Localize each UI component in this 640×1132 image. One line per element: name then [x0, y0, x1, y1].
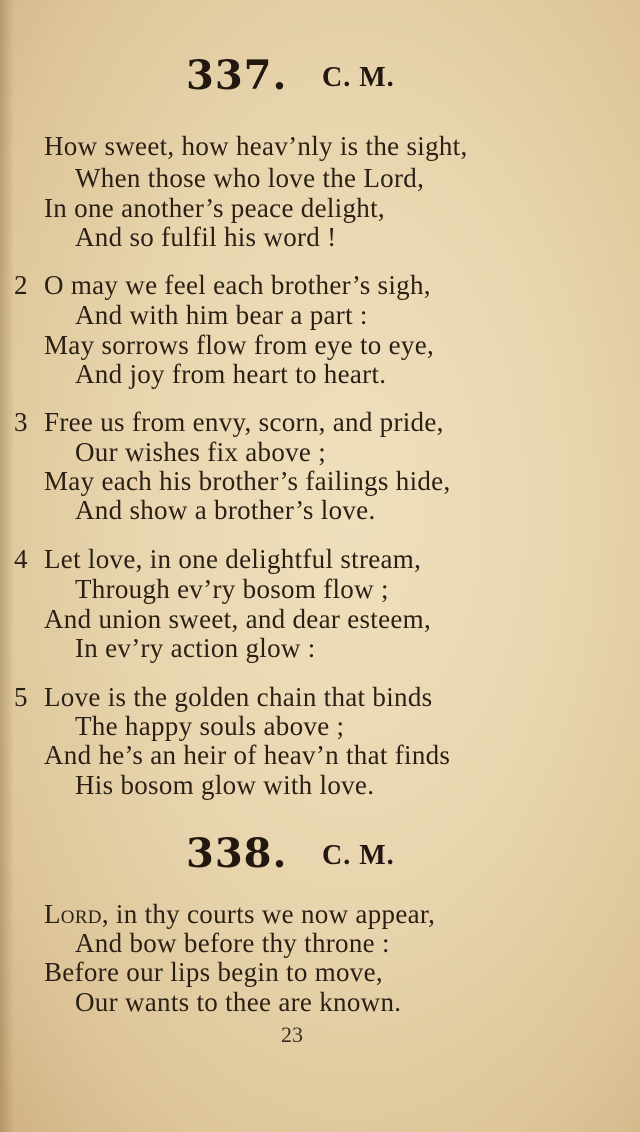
verse-line: Through ev’ry bosom flow ; — [75, 574, 389, 604]
page-gutter-shadow — [0, 0, 14, 1132]
verse-line: His bosom glow with love. — [75, 770, 375, 800]
verse-line: Before our lips begin to move, — [44, 957, 383, 987]
verse-number: 2 — [14, 270, 28, 300]
verse-number: 5 — [14, 682, 28, 712]
verse-line: How sweet, how heav’nly is the sight, — [44, 131, 468, 161]
verse-line: And so fulfil his word ! — [75, 222, 337, 252]
verse-line: Our wishes fix above ; — [75, 437, 327, 467]
verse-line: The happy souls above ; — [75, 711, 345, 741]
verse-line: And union sweet, and dear esteem, — [44, 604, 432, 634]
verse-line: And bow before thy throne : — [75, 928, 390, 958]
verse-line: In one another’s peace delight, — [44, 193, 385, 223]
verse-line: Let love, in one delightful stream, — [44, 544, 422, 574]
verse-line: Love is the golden chain that binds — [44, 682, 433, 712]
verse-line: And joy from heart to heart. — [75, 359, 387, 389]
first-word-smallcaps: Lord — [44, 899, 102, 929]
verse-number: 4 — [14, 544, 28, 574]
verse-line: And show a brother’s love. — [75, 495, 376, 525]
page-number: 23 — [281, 1022, 303, 1047]
verse-line: Our wants to thee are known. — [75, 987, 402, 1017]
hymn-number: 338. — [186, 830, 288, 877]
verse-line-rest: , in thy courts we now appear, — [101, 899, 436, 929]
verse-line: In ev’ry action glow : — [75, 633, 316, 663]
verse-line: May sorrows flow from eye to eye, — [44, 330, 435, 360]
verse-line: May each his brother’s failings hide, — [44, 466, 451, 496]
verse-line: O may we feel each brother’s sigh, — [44, 270, 431, 300]
verse-line — [44, 899, 435, 930]
verse-line: And with him bear a part : — [75, 300, 368, 330]
hymn-number: 337. — [186, 52, 288, 99]
verse-line: Free us from envy, scorn, and pride, — [44, 407, 444, 437]
verse-line: And he’s an heir of heav’n that finds — [44, 740, 451, 770]
verse-line: When those who love the Lord, — [75, 163, 425, 193]
verse-number: 3 — [14, 407, 28, 437]
hymn-meter: C. M. — [322, 62, 395, 93]
hymn-meter: C. M. — [322, 840, 395, 871]
